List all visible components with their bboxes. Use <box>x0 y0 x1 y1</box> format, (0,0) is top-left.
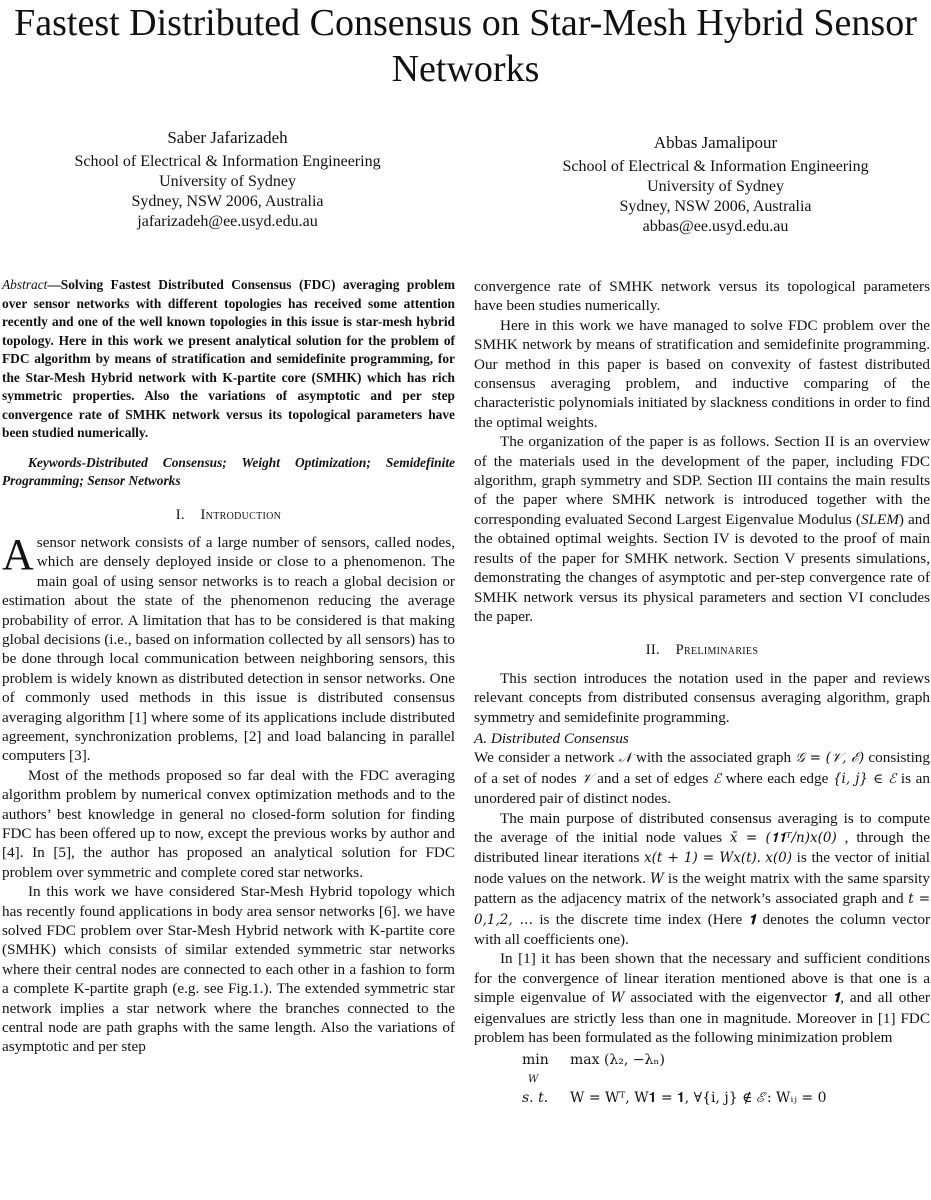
author-affiliation: School of Electrical & Information Engineering <box>74 153 381 170</box>
paragraph: In this work we have considered Star-Mesh Hybrid topology which has recently found applications in body area sensor networks [6]. we have solved FDC problem over Star-Mesh Hybrid network with K-partite core (SMHK) which consists of similar extended symmetric star networks where their central nodes are connected to each other in a fashion to form a complete K-partite graph (e.g. see Fig.1.). The extended symmetric star network implies a star network where the branches connected to the central node are path graphs with the same length. Also the variations of asymptotic and per step <box>2 883 455 1056</box>
right-column <box>474 277 930 1107</box>
equation-row <box>522 1089 930 1107</box>
equation-label: s. t. <box>522 1090 549 1107</box>
author-block-1 <box>40 128 415 232</box>
paragraph: This section introduces the notation used in the paper and reviews relevant concepts from distributed consensus averaging algorithm, graph symmetry and semidefinite programming. <box>474 669 930 726</box>
author-name: Saber Jafarizadeh <box>167 128 288 147</box>
equation-expression: W = Wᵀ, W𝟏 = 𝟏, ∀{i, j} ∉ ℰ: Wᵢⱼ = 0 <box>570 1090 827 1107</box>
abstract-lead: Abstract <box>2 277 48 292</box>
paragraph: The organization of the paper is as follows. Section II is an overview of the materials used in the development of the paper, including FDC algorithm, graph symmetry and SDP. Section III contains the main results of the paper where SMHK network is introduced together with the corresponding evaluated Second Largest Eigenvalue Modulus (SLEM) and the obtained optimal weights. Section IV is devoted to the proof of main results of the paper for SMHK network. Section V presents simulations, demonstrating the changes of asymptotic and per-step convergence rate of SMHK network versus its physical parameters and section VI concludes the paper. <box>474 433 930 625</box>
paragraph: In [1] it has been shown that the necessary and sufficient conditions for the convergence of linear iteration mentioned above is that one is a simple eigenvalue of W associated with the eigenvector 𝟏, and all other eigenvalues are strictly less than one in magnitude. Moreover in [1] FDC problem has been formulated as the following minimization problem <box>474 950 930 1047</box>
paragraph: Here in this work we have managed to solve FDC problem over the SMHK network by means of stratification and semidefinite programming. Our method in this paper is based on convexity of fastest distributed consensus averaging problem, and inductive comparing of the characteristic polynomials initiated by slackness conditions in order to find the optimal weights. <box>474 316 930 431</box>
paper-title: Fastest Distributed Consensus on Star-Mesh Hybrid Sensor Networks <box>14 2 917 90</box>
author-block-2 <box>528 133 903 237</box>
author-address: Sydney, NSW 2006, Australia <box>619 198 812 215</box>
paragraph-continuation: convergence rate of SMHK network versus its topological parameters have been studies numerically. <box>474 278 930 315</box>
abstract <box>2 276 455 443</box>
equation-row <box>522 1051 930 1089</box>
paragraph: The main purpose of distributed consensus averaging is to compute the average of the initial node values x̄ = (𝟏𝟏ᵀ/n)x(0) , through the distributed linear iterations x(t + 1) = Wx(t). x(0) is the vector of initial node values on the network. W is the weight matrix with the same sparsity pattern as the adjacency matrix of the network’s associated graph and t = 0,1,2, … is the discrete time index (Here 𝟏 denotes the column vector with all coefficients one). <box>474 809 931 948</box>
author-name: Abbas Jamalipour <box>653 133 778 152</box>
author-address: Sydney, NSW 2006, Australia <box>131 193 324 210</box>
left-column <box>2 276 455 1057</box>
author-university: University of Sydney <box>159 173 296 190</box>
drop-cap: A <box>2 529 34 579</box>
equation-label: min W <box>522 1052 549 1086</box>
author-email: abbas@ee.usyd.edu.au <box>642 218 789 235</box>
paragraph: A sensor network consists of a large number of sensors, called nodes, which are densely deployed inside or close to a phenomenon. The main goal of using sensor networks is to reach a global decision or estimation about the state of the phenomenon reducing the average probability of error. A limitation that has to be considered is that making global decisions (i.e., based on information collected by all sensors) has to be done through local communication between neighboring sensors, this problem is widely known as distributed detection in sensor networks. One of commonly used methods in this issue is distributed consensus averaging algorithm [1] where some of its applications include distributed agreement, synchronization problems, [2] and load balancing in parallel computers [3]. <box>2 529 455 765</box>
section-heading-introduction: I. Introduction <box>175 506 282 523</box>
equation-expression: max (λ₂, −λₙ) <box>570 1052 665 1069</box>
optimization-problem <box>522 1051 930 1107</box>
author-affiliation: School of Electrical & Information Engineering <box>562 158 869 175</box>
keywords: Keywords-Distributed Consensus; Weight Optimization; Semidefinite Programming; Sensor Networks <box>2 454 455 488</box>
author-email: jafarizadeh@ee.usyd.edu.au <box>137 213 318 230</box>
author-university: University of Sydney <box>647 178 784 195</box>
paragraph: We consider a network 𝒩 with the associated graph 𝒢 = (𝒱, ℰ) consisting of a set of nodes 𝒱 and a set of edges ℰ where each edge {i, j} ∈ ℰ is an unordered pair of distinct nodes. <box>474 749 930 808</box>
paragraph: Most of the methods proposed so far deal with the FDC averaging algorithm problem by numerical convex optimization methods and to the authors’ best knowledge in general no closed-form solution for finding FDC has been offered up to now, except the previous works by author and [4]. In [5], the author has proposed an analytical solution for FDC problem over symmetric and complete cored star networks. <box>2 766 455 881</box>
subsection-heading: A. Distributed Consensus <box>474 729 629 747</box>
abstract-text: —Solving Fastest Distributed Consensus (FDC) averaging problem over sensor networks with different topologies has received some attention recently and one of the well known topologies in this issue is star-mesh hybrid topology. Here in this work we present analytical solution for the problem of FDC algorithm by means of stratification and semidefinite programming, for the Star-Mesh Hybrid network with K-partite core (SMHK) which has rich symmetric properties. Also the variations of asymptotic and per step convergence rate of SMHK network versus its topological parameters have been studied numerically. <box>2 277 455 440</box>
section-heading-preliminaries: II. Preliminaries <box>645 642 759 659</box>
